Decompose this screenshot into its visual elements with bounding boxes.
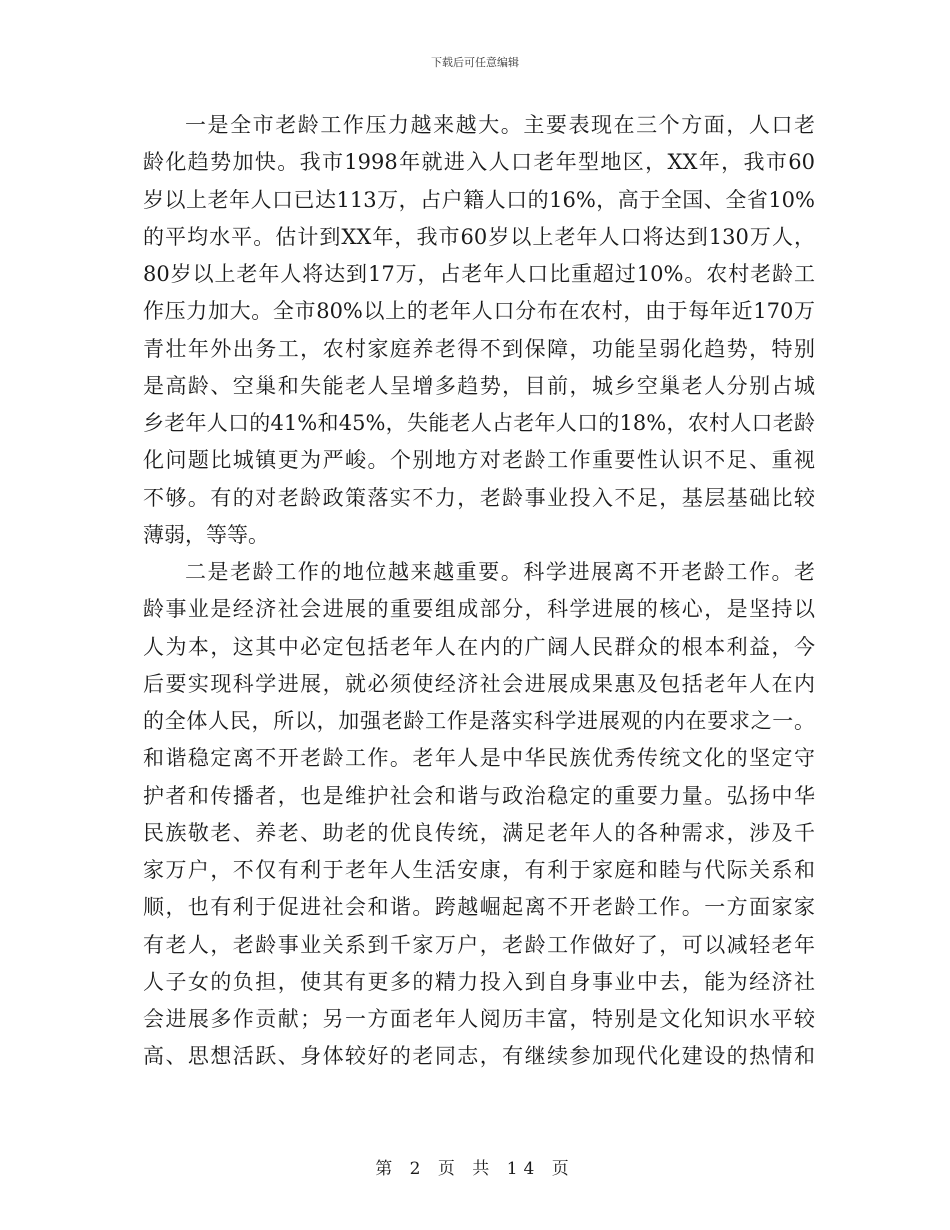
text-line: 的平均水平。估计到XX年，我市60岁以上老年人口将达到130万人， [143,224,815,249]
paragraph-1 [143,107,815,554]
page-footer: 第 2 页 共 14 页 [375,1159,575,1179]
text-line: 薄弱，等等。 [143,522,269,547]
text-line: 后要实现科学进展，就必须使经济社会进展成果惠及包括老年人在内 [143,671,815,696]
text-line: 80岁以上老年人将达到17万，占老年人口比重超过10%。农村老龄工 [143,262,815,286]
text-line: 是高龄、空巢和失能老人呈增多趋势，目前，城乡空巢老人分别占城 [143,373,815,398]
document-body [143,107,815,1076]
text-line: 二是老龄工作的地位越来越重要。科学进展离不开老龄工作。老 [185,560,815,584]
text-line: 有老人，老龄事业关系到千家万户，老龄工作做好了，可以减轻老年 [143,932,815,957]
text-line: 高、思想活跃、身体较好的老同志，有继续参加现代化建设的热情和 [143,1044,815,1069]
text-line: 民族敬老、养老、助老的优良传统，满足老年人的各种需求，涉及千 [143,820,815,845]
text-line: 顺，也有利于促进社会和谐。跨越崛起离不开老龄工作。一方面家家 [143,895,815,920]
paragraph-2 [143,554,815,1076]
text-line: 不够。有的对老龄政策落实不力，老龄事业投入不足，基层基础比较 [143,485,815,510]
page-header: 下载后可任意编辑 [431,56,519,69]
text-line: 岁以上老年人口已达113万，占户籍人口的16%，高于全国、全省10% [143,187,815,212]
text-line: 护者和传播者，也是维护社会和谐与政治稳定的重要力量。弘扬中华 [143,783,815,808]
text-line: 龄化趋势加快。我市1998年就进入人口老年型地区，XX年，我市60 [143,150,815,175]
text-line: 人子女的负担，使其有更多的精力投入到自身事业中去，能为经济社 [143,969,815,994]
text-line: 龄事业是经济社会进展的重要组成部分，科学进展的核心，是坚持以 [143,597,815,622]
text-line: 一是全市老龄工作压力越来越大。主要表现在三个方面，人口老 [185,113,815,137]
text-line: 人为本，这其中必定包括老年人在内的广阔人民群众的根本利益，今 [143,634,815,659]
text-line: 的全体人民，所以，加强老龄工作是落实科学进展观的内在要求之一。 [143,709,815,733]
text-line: 作压力加大。全市80%以上的老年人口分布在农村，由于每年近170万 [143,299,815,324]
text-line: 家万户，不仅有利于老年人生活安康，有利于家庭和睦与代际关系和 [143,858,815,882]
text-line: 和谐稳定离不开老龄工作。老年人是中华民族优秀传统文化的坚定守 [143,746,815,771]
text-line: 乡老年人口的41%和45%，失能老人占老年人口的18%，农村人口老龄 [143,411,815,435]
text-line: 化问题比城镇更为严峻。个别地方对老龄工作重要性认识不足、重视 [143,448,815,473]
text-line: 会进展多作贡献；另一方面老年人阅历丰富，特别是文化知识水平较 [143,1007,815,1031]
text-line: 青壮年外出务工，农村家庭养老得不到保障，功能呈弱化趋势，特别 [143,336,815,361]
